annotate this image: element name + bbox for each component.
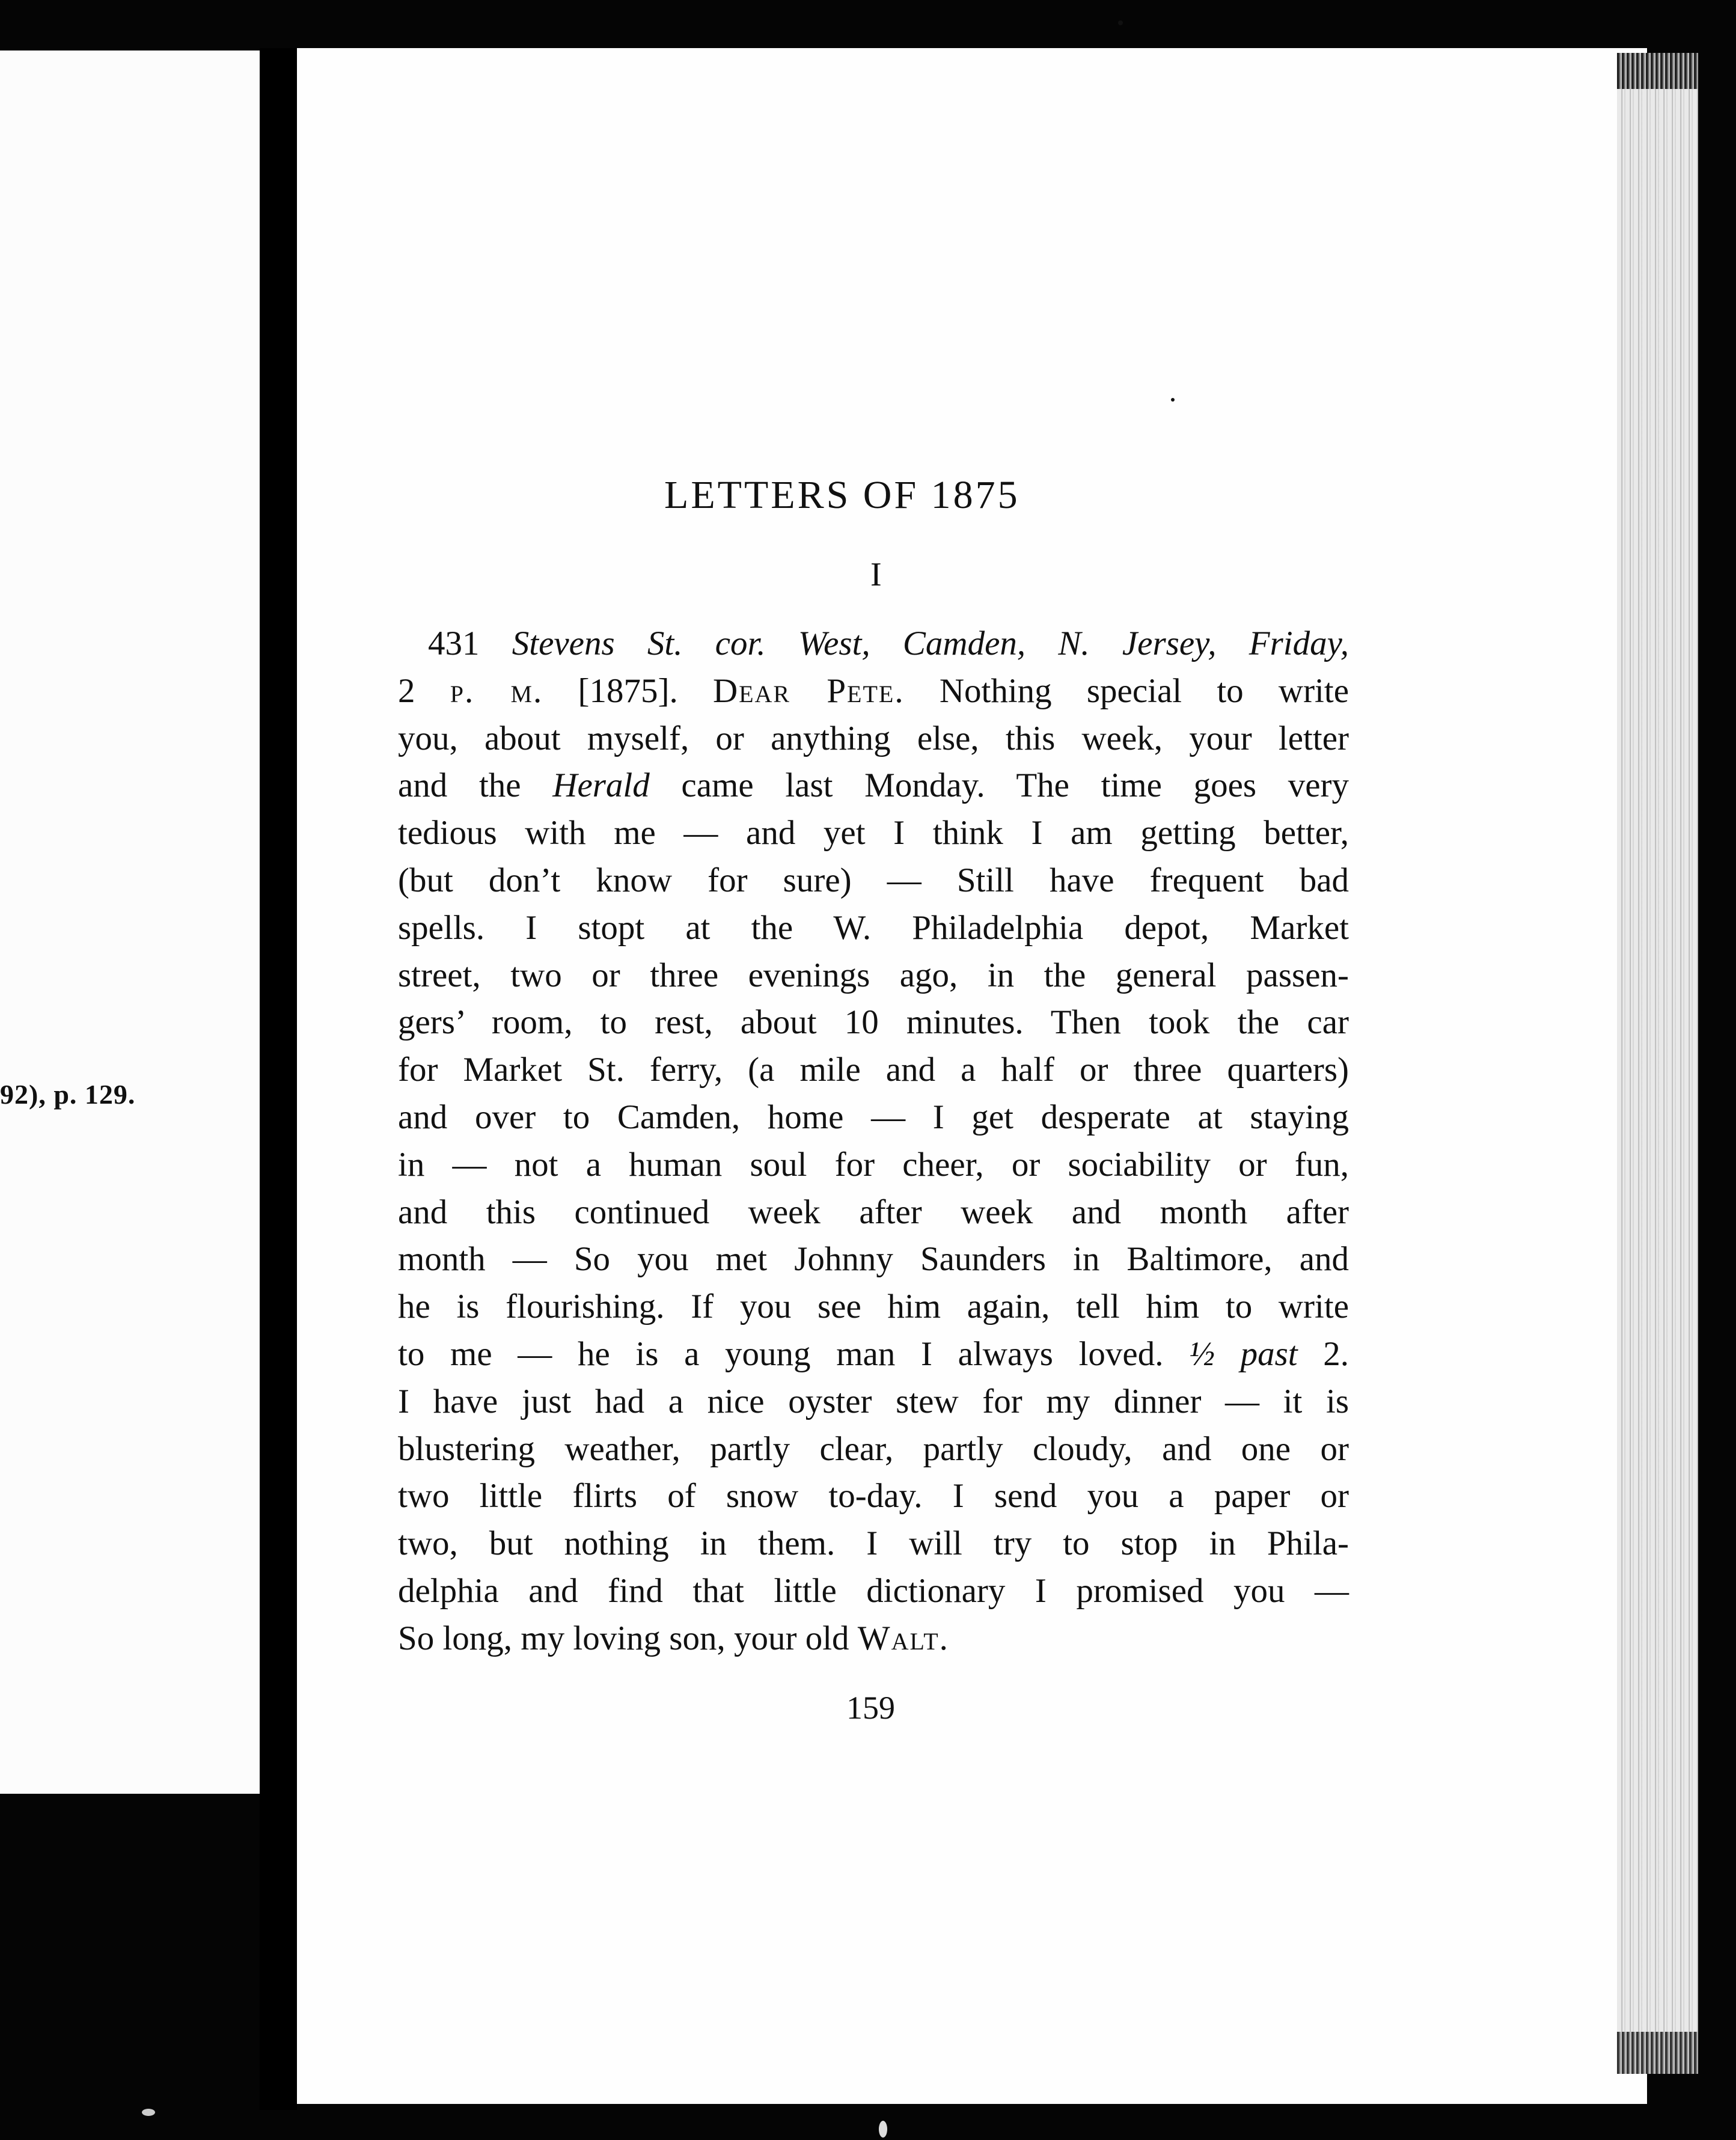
text-run: month — So you met Johnny Saunders in Baltimore, and (398, 1240, 1349, 1279)
text-run: street, two or three evenings ago, in the general passen- (398, 956, 1349, 994)
letter-number: I (870, 556, 882, 593)
text-run: (but don’t know for sure) — Still have frequent bad (398, 861, 1349, 899)
text-run: 2. (1297, 1334, 1349, 1373)
text-run: tedious with me — and yet I think I am getting better, (398, 814, 1349, 852)
page-edges-stack (1617, 53, 1698, 2073)
letter-line (398, 810, 1349, 857)
small-caps-text: p. m. (450, 671, 543, 710)
scan-speck (1171, 398, 1175, 402)
letter-line (398, 1142, 1349, 1189)
text-run: came last Monday. The time goes very (649, 766, 1349, 805)
text-run: 2 (398, 671, 450, 710)
scan-speck (142, 2109, 155, 2116)
page-number: 159 (846, 1690, 895, 1726)
italic-text: Herald (552, 766, 650, 805)
letter-line (398, 952, 1349, 1000)
letter-line (398, 1615, 1349, 1663)
small-caps-text: Dear Pete. (712, 671, 905, 710)
page-edges-bottom-shadow (1617, 2032, 1698, 2074)
text-run: spells. I stopt at the W. Philadelphia depot, Market (398, 908, 1349, 947)
text-run: in — not a human soul for cheer, or sociability or fun, (398, 1145, 1349, 1184)
page-edges-top-shadow (1617, 53, 1698, 89)
text-run: and the (398, 766, 553, 805)
text-run: So long, my loving son, your old (398, 1619, 858, 1657)
letter-line (398, 1047, 1349, 1094)
text-run: you, about myself, or anything else, this week, your letter (398, 719, 1349, 757)
text-run: and over to Camden, home — I get desperate at staying (398, 1098, 1349, 1136)
letter-line (398, 1283, 1349, 1331)
book-gutter (260, 48, 297, 2110)
text-run: Nothing special to write (904, 671, 1349, 710)
text-run: [1875]. (543, 671, 713, 710)
text-run: to me — he is a young man I always loved. (398, 1334, 1190, 1373)
small-caps-text: Walt. (857, 1619, 949, 1657)
text-run: 431 (428, 625, 512, 662)
letter-line (398, 762, 1349, 810)
text-run: delphia and find that little dictionary I promised you — (398, 1571, 1349, 1610)
letter-line (398, 1236, 1349, 1283)
letter-line (398, 668, 1349, 715)
text-run: I have just had a nice oyster stew for my dinner — it is (398, 1382, 1349, 1420)
text-run: he is flourishing. If you see him again, tell him to write (398, 1288, 1349, 1326)
letter-line (398, 1520, 1349, 1568)
text-run: blustering weather, partly clear, partly cloudy, and one or (398, 1429, 1349, 1468)
text-run: and this continued week after week and month after (398, 1193, 1349, 1231)
text-run: for Market St. ferry, (a mile and a half or three quarters) (398, 1051, 1349, 1089)
text-run: two little flirts of snow to-day. I send you a paper or (398, 1477, 1349, 1515)
letter-line (398, 1378, 1349, 1426)
letter-line (398, 1473, 1349, 1520)
scan-speck (1118, 20, 1123, 25)
italic-text: ½ past (1189, 1334, 1298, 1373)
letter-line (398, 1568, 1349, 1615)
letter-line (398, 715, 1349, 763)
letter-line (398, 905, 1349, 952)
letter-line (398, 620, 1349, 668)
letter-line (398, 999, 1349, 1047)
letter-line (398, 1426, 1349, 1473)
letter-line (398, 1189, 1349, 1237)
scan-speck (879, 2121, 887, 2138)
facing-page-left (0, 50, 260, 1794)
italic-text: Stevens St. cor. West, Camden, N. Jersey, Friday, (512, 625, 1349, 662)
letter-line (398, 1331, 1349, 1378)
letter-body (398, 620, 1349, 1663)
letter-line (398, 857, 1349, 905)
letter-line (398, 1094, 1349, 1142)
footnote-fragment: 92), p. 129. (0, 1079, 136, 1110)
text-run: two, but nothing in them. I will try to stop in Phila- (398, 1524, 1349, 1563)
running-title: LETTERS OF 1875 (664, 473, 1020, 517)
text-run: gers’ room, to rest, about 10 minutes. Then took the car (398, 1003, 1349, 1042)
